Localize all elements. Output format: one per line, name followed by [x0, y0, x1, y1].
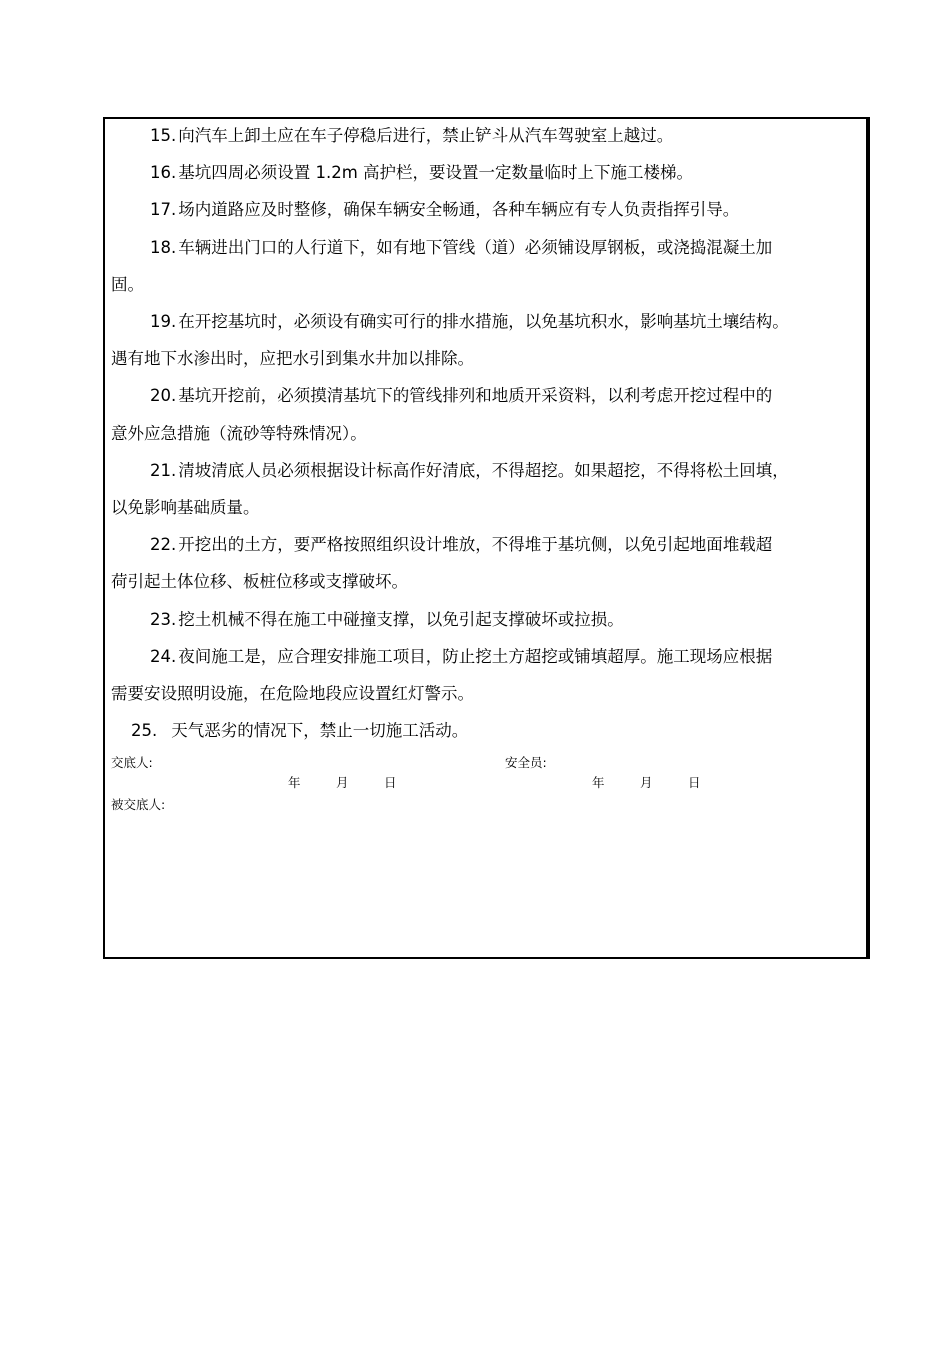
safety-officer-label: 安全员: [505, 755, 547, 770]
date-year-right: 年 [592, 775, 605, 790]
item-text: 基坑四周必须设置 1.2m 高护栏，要设置一定数量临时上下施工楼梯。 [178, 163, 694, 182]
item-number: 24. [150, 647, 177, 666]
date-day-left: 日 [384, 775, 397, 790]
item-line-continuation: 遇有地下水渗出时，应把水引到集水井加以排除。 [111, 349, 474, 368]
date-month-right: 月 [640, 775, 653, 790]
item-number: 18. [150, 238, 177, 257]
item-number: 17. [150, 200, 177, 219]
item-number: 22. [150, 535, 177, 554]
item-line-first [150, 200, 739, 220]
date-day-right: 日 [688, 775, 701, 790]
item-text: 场内道路应及时整修，确保车辆安全畅通，各种车辆应有专人负责指挥引导。 [178, 200, 740, 219]
item-line-continuation: 意外应急措施（流砂等特殊情况）。 [111, 424, 367, 443]
item-number: 15. [150, 126, 177, 145]
item-line-first [150, 312, 789, 332]
item-text: 清坡清底人员必须根据设计标高作好清底，不得超挖。如果超挖，不得将松土回填， [178, 461, 789, 480]
item-line-first [150, 647, 772, 667]
item-text: 开挖出的土方，要严格按照组织设计堆放，不得堆于基坑侧，以免引起地面堆载超 [178, 535, 773, 554]
item-line-first [150, 535, 772, 555]
item-number: 20. [150, 386, 177, 405]
item-text: 在开挖基坑时，必须设有确实可行的排水措施，以免基坑积水，影响基坑土壤结构。 [178, 312, 789, 331]
item-text: 挖土机械不得在施工中碰撞支撑，以免引起支撑破坏或拉损。 [178, 610, 624, 629]
item-line-first [150, 461, 789, 481]
item-text: 基坑开挖前，必须摸清基坑下的管线排列和地质开采资料，以利考虑开挖过程中的 [178, 386, 773, 405]
item-text: 车辆进出门口的人行道下，如有地下管线（道）必须铺设厚钢板，或浇捣混凝土加 [178, 238, 773, 257]
date-year-left: 年 [288, 775, 301, 790]
item-number: 16. [150, 163, 177, 182]
handover-label: 交底人: [111, 755, 153, 770]
item-line-first [150, 610, 624, 630]
item-line-continuation: 以免影响基础质量。 [111, 498, 260, 517]
receiver-label: 被交底人: [111, 797, 166, 812]
item-number: 19. [150, 312, 177, 331]
item-line-continuation: 荷引起土体位移、板桩位移或支撑破坏。 [111, 572, 408, 591]
item-line-first [150, 386, 772, 406]
date-month-left: 月 [336, 775, 349, 790]
item-number: 25. [131, 721, 158, 740]
item-text: 向汽车上卸土应在车子停稳后进行，禁止铲斗从汽车驾驶室上越过。 [178, 126, 674, 145]
item-line-first [131, 721, 468, 741]
item-line-first [150, 238, 772, 258]
item-text: 夜间施工是，应合理安排施工项目，防止挖土方超挖或铺填超厚。施工现场应根据 [178, 647, 773, 666]
item-text: 天气恶劣的情况下，禁止一切施工活动。 [171, 721, 469, 740]
item-line-continuation: 固。 [111, 275, 144, 294]
item-line-continuation: 需要安设照明设施，在危险地段应设置红灯警示。 [111, 684, 474, 703]
item-line-first [150, 163, 693, 183]
item-number: 21. [150, 461, 177, 480]
item-line-first [150, 126, 673, 146]
item-number: 23. [150, 610, 177, 629]
